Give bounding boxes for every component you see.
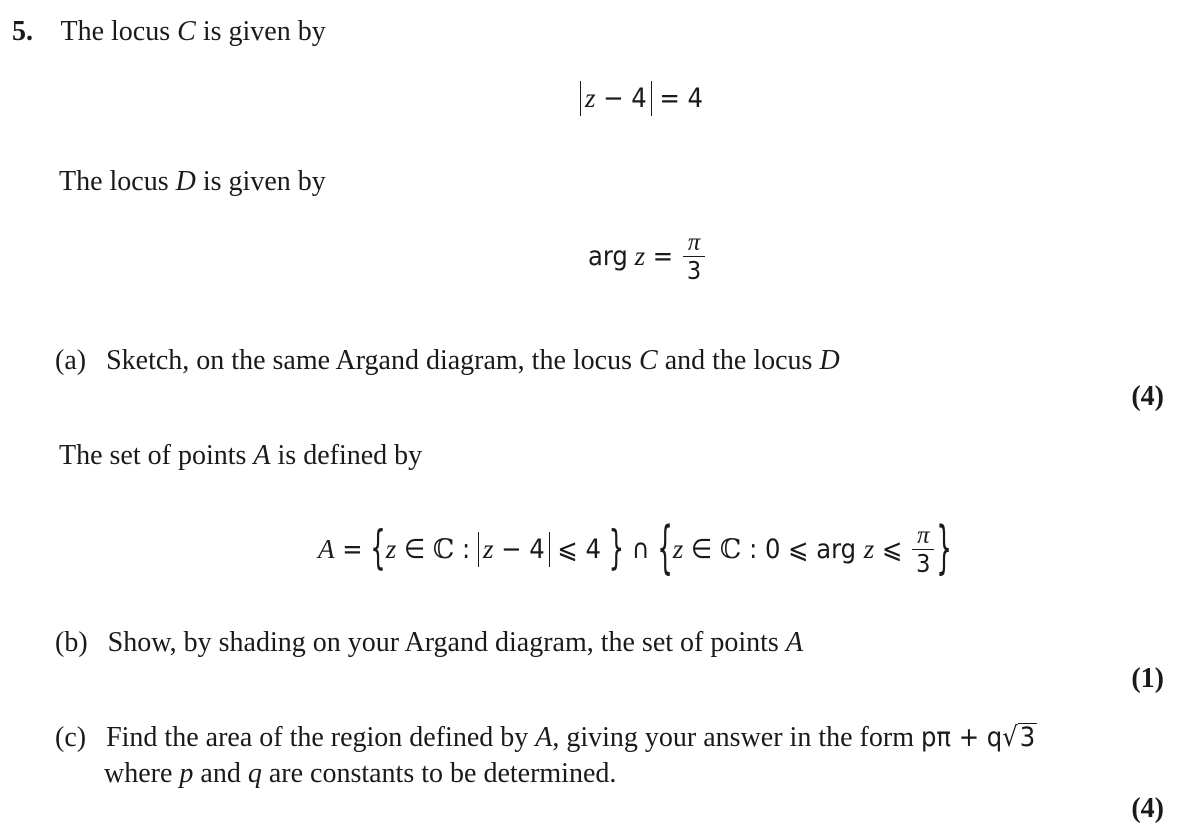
part-c-label: (c) — [55, 722, 87, 753]
part-a-marks: (4) — [1131, 381, 1164, 412]
pi-over-3-fraction: $\frac{\pi}{3}$ — [683, 230, 705, 285]
set-definition: The set of points A is defined by — [59, 440, 423, 471]
locus-c-equation — [580, 81, 703, 116]
part-c-line2: where p and q are constants to be determined. — [104, 758, 617, 789]
intro-text-pre: The locus — [60, 16, 178, 47]
part-a: (a) Sketch, on the same Argand diagram, the locus C and the locus D — [55, 345, 840, 376]
locus-d-intro: The locus D is given by — [59, 166, 326, 197]
part-b-label: (b) — [55, 627, 88, 658]
intro-var: C — [177, 16, 196, 47]
part-c-line1: (c) Find the area of the region defined by A, giving your answer in the form pπ + q√3 — [55, 722, 1036, 753]
question-intro — [12, 16, 326, 48]
question-number: 5. — [12, 16, 33, 47]
modulus-expression: z − 4 — [580, 81, 652, 116]
locus-c-rhs: = 4 — [651, 83, 703, 114]
part-b-marks: (1) — [1131, 663, 1164, 694]
locus-d-var: D — [175, 166, 196, 197]
part-b: (b) Show, by shading on your Argand diagram, the set of points A — [55, 627, 803, 658]
part-c-marks: (4) — [1131, 793, 1164, 824]
set-a-equation: A = {z ∈ ℂ : z − 4 ⩽ 4 } ∩ {z ∈ ℂ : 0 ⩽ arg z ⩽ $\frac{\pi}{3}$ } — [318, 516, 952, 582]
part-a-label: (a) — [55, 345, 87, 376]
intro-text-post: is given by — [195, 16, 326, 47]
locus-d-equation: arg z = $\frac{\pi}{3}$ — [588, 230, 707, 285]
answer-form: pπ + q√3 — [920, 722, 1036, 753]
